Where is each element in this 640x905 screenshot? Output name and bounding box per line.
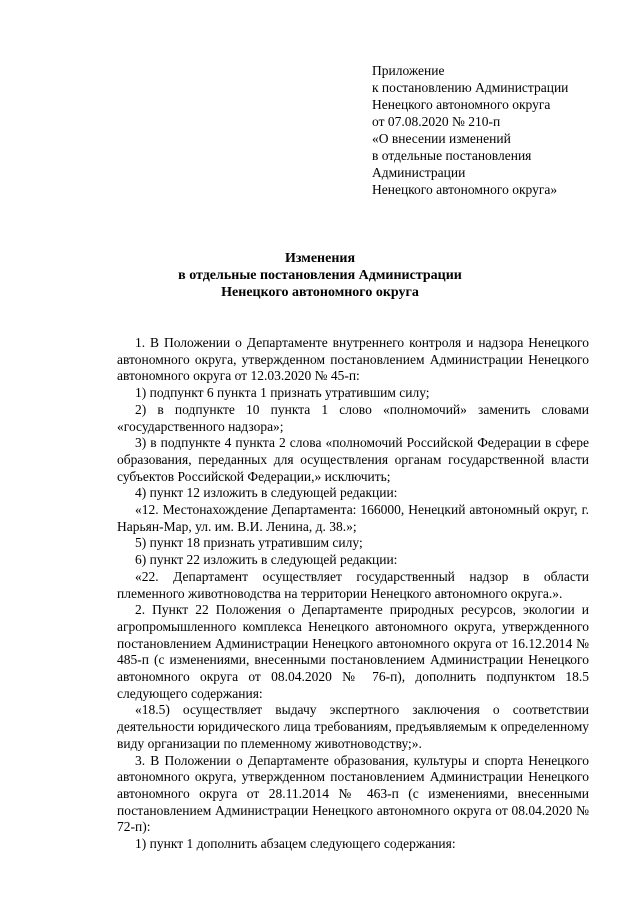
paragraph: 1) пункт 1 дополнить абзацем следующего содержания: (135, 836, 456, 852)
paragraph: «22. Департамент осуществляет государственный надзор в области племенного животноводства на территории Ненецкого автономного округа.». (117, 568, 589, 601)
appendix-line: к постановлению Администрации (372, 80, 569, 95)
document-title (0, 250, 640, 301)
paragraph: 6) пункт 22 изложить в следующей редакции: (135, 552, 398, 568)
title-line: Изменения (284, 251, 356, 266)
appendix-line: в отдельные постановления (372, 148, 532, 163)
paragraph: «18.5) осуществляет выдачу экспертного заключения о соответствии деятельности юридического лица требованиям, предъявляемым к определенному виду организации по племенному животноводству;». (117, 702, 589, 751)
paragraph: 1. В Положении о Департаменте внутреннего контроля и надзора Ненецкого автономного округа, утвержденном постановлением Администрации Ненецкого автономного округа от 12.03.2020 № 45-п: (117, 335, 589, 384)
appendix-line: Ненецкого автономного округа» (372, 182, 558, 197)
paragraph: 5) пункт 18 признать утратившим силу; (135, 535, 363, 551)
appendix-line: «О внесении изменений (372, 131, 511, 146)
paragraph: 2) в подпункте 10 пункта 1 слово «полномочий» заменить словами «государственного надзора»; (117, 401, 589, 434)
paragraph: 2. Пункт 22 Положения о Департаменте природных ресурсов, экологии и агропромышленного комплекса Ненецкого автономного округа, утвержденного постановлением Администрации Ненецкого автономного округа от 16.12.2014 № 485-п (с изменениями, внесенными постановлением Администрации Ненецкого автономного округа от 08.04.2020 № 76-п), дополнить подпунктом 18.5 следующего содержания: (117, 602, 589, 701)
paragraph: 3) в подпункте 4 пункта 2 слова «полномочий Российской Федерации в сфере образования, переданных для осуществления органам государственной власти субъектов Российской Федерации,» исключить; (117, 435, 589, 484)
paragraph: 1) подпункт 6 пункта 1 признать утратившим силу; (135, 385, 430, 401)
appendix-header (372, 62, 568, 198)
paragraph: «12. Местонахождение Департамента: 166000, Ненецкий автономный округ, г. Нарьян-Мар, ул. им. В.И. Ленина, д. 38.»; (117, 502, 589, 534)
document-body (117, 335, 589, 853)
title-line: Ненецкого автономного округа (221, 285, 419, 300)
title-line: в отдельные постановления Администрации (178, 268, 462, 283)
appendix-line: от 07.08.2020 № 210-п (372, 114, 501, 129)
appendix-line: Администрации (372, 165, 466, 180)
appendix-line: Приложение (372, 63, 445, 78)
paragraph: 4) пункт 12 изложить в следующей редакции: (135, 485, 398, 501)
paragraph: 3. В Положении о Департаменте образования, культуры и спорта Ненецкого автономного округа, утвержденном постановлением Администрации Ненецкого автономного округа от 28.11.2014 № 463-п (с изменениями, внесенными постановлением Администрации Ненецкого автономного округа от 08.04.2020 № 72-п): (117, 752, 589, 835)
appendix-line: Ненецкого автономного округа (372, 97, 551, 112)
